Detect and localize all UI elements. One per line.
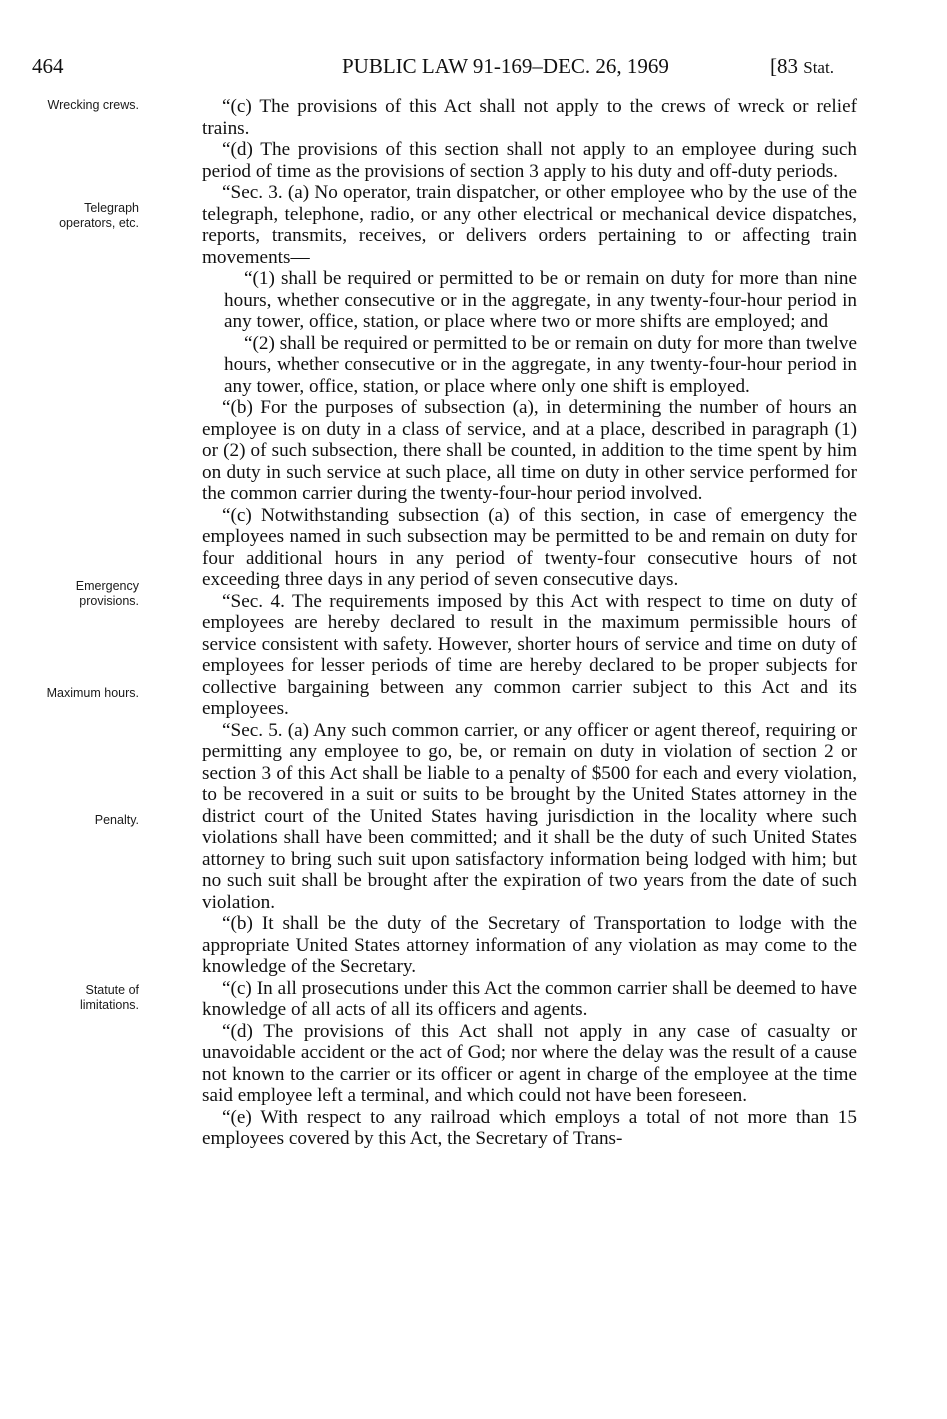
- paragraph-section-3c: “(c) Notwithstanding subsection (a) of this section, in case of emergency the employees named in such subsection may be permitted to be and remain on duty for four additional hours in any period of twenty-four consecutive hours of not exceeding three days in any period of seven consecutive days.: [202, 504, 857, 590]
- paragraph-wreck-crews: “(c) The provisions of this Act shall not apply to the crews of wreck or relief trains.: [202, 96, 857, 139]
- paragraph-section-5b: “(b) It shall be the duty of the Secretary of Transportation to lodge with the appropriate United States attorney information of any violation as may come to the knowledge of the Secretary.: [202, 913, 857, 977]
- margin-note-text: Penalty.: [94, 813, 139, 827]
- paragraph-section-4: “Sec. 4. The requirements imposed by this Act with respect to time on duty of employees are hereby declared to result in the maximum permissible hours of service consistent with safety. However, shorter hours of service and time on duty of employees for lesser periods of time are hereby declared to be proper subjects for collective bargaining between any common carrier subject to this Act and its employees.: [202, 590, 857, 719]
- margin-note-text: limitations.: [79, 998, 139, 1012]
- volume-ref-prefix: [83: [770, 54, 804, 78]
- margin-note-text: Statute of: [85, 983, 139, 997]
- margin-note-penalty: [0, 813, 139, 828]
- margin-note-text: Wrecking crews.: [47, 98, 139, 112]
- paragraph-section-5c: “(c) In all prosecutions under this Act the common carrier shall be deemed to have knowledge of all acts of all its officers and agents.: [202, 977, 857, 1020]
- paragraph-section-3a: “Sec. 3. (a) No operator, train dispatcher, or other employee who by the use of the telegraph, telephone, radio, or any other electrical or mechanical device dispatches, reports, transmits, receives, or delivers orders pertaining to or affecting train movements—: [202, 182, 857, 268]
- volume-reference: [770, 50, 834, 84]
- paragraph-section-5d: “(d) The provisions of this Act shall not apply in any case of casualty or unavoidable accident or the act of God; nor where the delay was the result of a cause not known to the carrier or its officer or agent in charge of the employee at the time said employee left a terminal, and which could not have been foreseen.: [202, 1020, 857, 1106]
- margin-note-wrecking-crews: [0, 98, 139, 113]
- margin-note-text: provisions.: [79, 594, 139, 608]
- paragraph-section-2d: “(d) The provisions of this section shall not apply to an employee during such period of time as the provisions of section 3 apply to his duty and off-duty periods.: [202, 139, 857, 182]
- volume-ref-stat: Stat.: [803, 58, 834, 77]
- paragraph-section-3a-2: “(2) shall be required or permitted to be or remain on duty for more than twelve hours, whether consecutive or in the aggregate, in any twenty-four-hour period in any tower, office, station, or place where only one shift is employed.: [224, 332, 857, 397]
- margin-note-emergency-provisions: [0, 579, 139, 609]
- margin-note-text: Emergency: [75, 579, 139, 593]
- paragraph-section-3a-1: “(1) shall be required or permitted to be or remain on duty for more than nine hours, whether consecutive or in the aggregate, in any twenty-four-hour period in any tower, office, station, or place where two or more shifts are employed; and: [224, 268, 857, 332]
- margin-note-text: Maximum hours.: [46, 686, 139, 700]
- running-head: PUBLIC LAW 91-169–DEC. 26, 1969: [342, 54, 669, 78]
- body-text: [202, 96, 857, 1150]
- margin-note-maximum-hours: [0, 686, 139, 701]
- paragraph-section-5e: “(e) With respect to any railroad which employs a total of not more than 15 employees covered by this Act, the Secretary of Trans-: [202, 1106, 857, 1149]
- paragraph-section-5a: “Sec. 5. (a) Any such common carrier, or any officer or agent thereof, requiring or permitting any employee to go, be, or remain on duty in violation of section 2 or section 3 of this Act shall be liable to a penalty of $500 for each and every violation, to be recovered in a suit or suits to be brought by the United States attorney in the district court of the United States having jurisdiction in the locality where such violations shall have been committed; and it shall be the duty of such United States attorney to bring such suit upon satisfactory information being lodged with him; but no such suit shall be brought after the expiration of two years from the date of such violation.: [202, 719, 857, 913]
- paragraph-section-3b: “(b) For the purposes of subsection (a), in determining the number of hours an employee is on duty in a class of service, and at a place, described in paragraph (1) or (2) of such subsection, there shall be counted, in addition to the time spent by him on duty in such service at such place, all time on duty in other service performed for the common carrier during the twenty-four-hour period involved.: [202, 397, 857, 504]
- margin-note-statute-of-limitations: [0, 983, 139, 1013]
- margin-note-text: Telegraph: [84, 201, 139, 215]
- margin-note-text: operators, etc.: [59, 216, 139, 230]
- margin-note-telegraph-operators: [0, 201, 139, 231]
- page-header: [0, 50, 947, 82]
- page-number: 464: [32, 54, 64, 78]
